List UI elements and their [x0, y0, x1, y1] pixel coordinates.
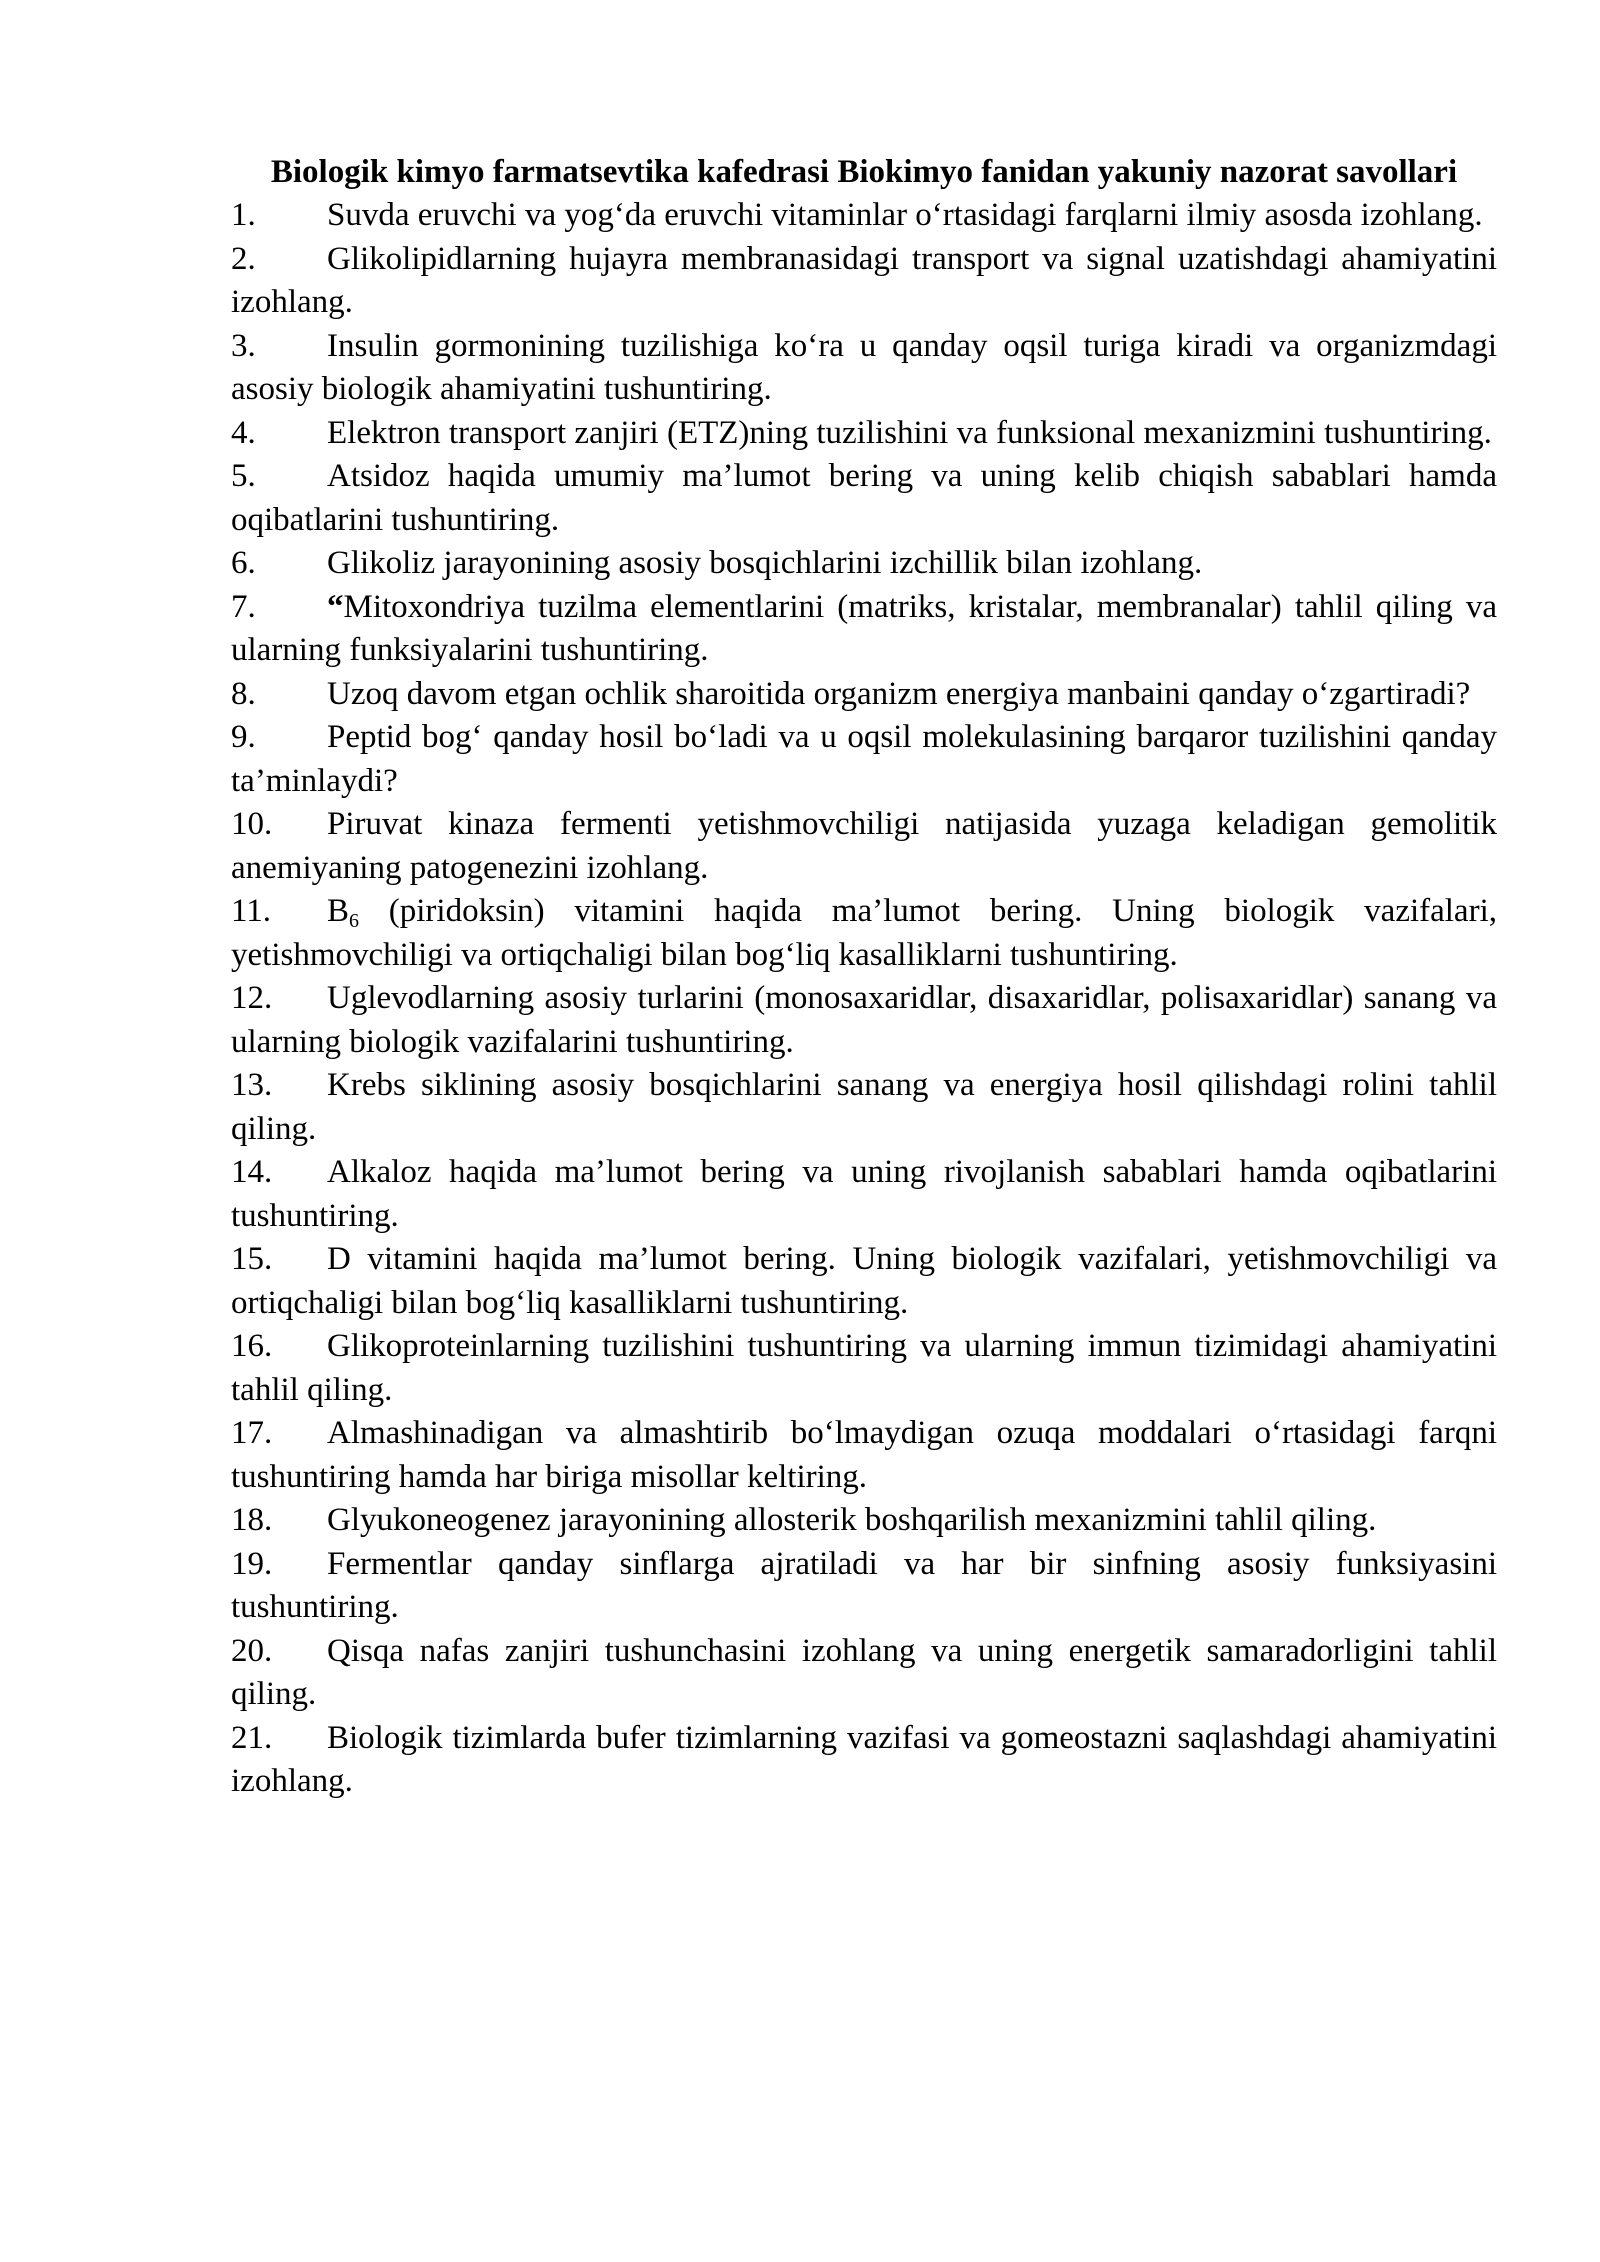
question-text: Krebs siklining asosiy bosqichlarini sanang va energiya hosil qilishdagi rolini tahlil qiling.: [231, 1067, 1497, 1147]
question-number: 1.: [231, 197, 256, 233]
question-item: [231, 673, 1497, 717]
question-text: Qisqa nafas zanjiri tushunchasini izohlang va uning energetik samaradorligini tahlil qiling.: [231, 1632, 1497, 1712]
question-text: Elektron transport zanjiri (ETZ)ning tuzilishini va funksional mexanizmini tushuntiring.: [327, 414, 1492, 451]
question-text: Glyukoneogenez jarayonining allosterik boshqarilish mexanizmini tahlil qiling.: [327, 1502, 1377, 1538]
question-number: 15.: [231, 1241, 273, 1277]
question-number: 18.: [231, 1502, 273, 1538]
question-number: 20.: [231, 1632, 273, 1669]
question-text: Alkaloz haqida ma’lumot bering va uning rivojlanish sabablari hamda oqibatlarini tushuntiring.: [231, 1154, 1497, 1234]
question-number: 8.: [231, 675, 256, 712]
opening-quote: “: [327, 588, 344, 625]
question-item: [231, 1630, 1497, 1717]
document-page: [231, 150, 1497, 1804]
question-number: 5.: [231, 458, 256, 494]
question-item: [231, 1325, 1497, 1412]
question-number: 10.: [231, 806, 273, 842]
question-item: [231, 1543, 1497, 1630]
question-item: [231, 1412, 1497, 1499]
question-number: 21.: [231, 1719, 273, 1756]
question-item: [231, 1238, 1497, 1325]
question-item: [231, 977, 1497, 1064]
question-text: Insulin gormonining tuzilishiga ko‘ra u qanday oqsil turiga kiradi va organizmdagi asosiy biologik ahamiyatini tushuntiring.: [231, 327, 1497, 407]
document-title: Biologik kimyo farmatsevtika kafedrasi Biokimyo fanidan yakuniy nazorat savollari: [270, 154, 1458, 190]
question-number: 11.: [231, 893, 272, 929]
question-item: [231, 890, 1497, 977]
question-item: [231, 542, 1497, 586]
question-number: 2.: [231, 240, 256, 277]
vitamin-letter: B: [327, 893, 350, 929]
question-number: 4.: [231, 414, 256, 451]
question-item: [231, 586, 1497, 673]
question-number: 3.: [231, 327, 256, 364]
question-number: 13.: [231, 1067, 273, 1103]
question-item: [231, 1064, 1497, 1151]
question-number: 17.: [231, 1415, 273, 1451]
question-item: [231, 455, 1497, 542]
question-item: [231, 1717, 1497, 1804]
question-item: [231, 803, 1497, 890]
question-text: Uzoq davom etgan ochlik sharoitida organizm energiya manbaini qanday o‘zgartiradi?: [327, 675, 1471, 712]
question-text: Almashinadigan va almashtirib bo‘lmaydigan ozuqa moddalari o‘rtasidagi farqni tushuntiring hamda har biriga misollar keltiring.: [231, 1415, 1497, 1495]
question-text: Glikoproteinlarning tuzilishini tushuntiring va ularning immun tizimidagi ahamiyatini tahlil qiling.: [231, 1328, 1497, 1408]
question-text: Atsidoz haqida umumiy ma’lumot bering va uning kelib chiqish sabablari hamda oqibatlarini tushuntiring.: [231, 458, 1497, 538]
question-item: [231, 194, 1497, 238]
question-list: [231, 194, 1497, 1804]
question-number: 9.: [231, 719, 256, 755]
question-text: Peptid bog‘ qanday hosil bo‘ladi va u oqsil molekulasining barqaror tuzilishini qanday ta’minlaydi?: [231, 719, 1497, 799]
question-item: [231, 716, 1497, 803]
question-number: 6.: [231, 545, 256, 581]
question-text: Uglevodlarning asosiy turlarini (monosaxaridlar, disaxaridlar, polisaxaridlar) sanang va ularning biologik vazifalarini tushuntiring.: [231, 980, 1497, 1060]
question-text: Biologik tizimlarda bufer tizimlarning vazifasi va gomeostazni saqlashdagi ahamiyatini izohlang.: [231, 1719, 1497, 1799]
question-text: (piridoksin) vitamini haqida ma’lumot bering. Uning biologik vazifalari, yetishmovchiligi va ortiqchaligi bilan bog‘liq kasalliklarni tushuntiring.: [231, 893, 1497, 973]
question-number: 7.: [231, 588, 256, 625]
question-text: Piruvat kinaza fermenti yetishmovchiligi natijasida yuzaga keladigan gemolitik anemiyaning patogenezini izohlang.: [231, 806, 1497, 886]
question-text: Glikoliz jarayonining asosiy bosqichlarini izchillik bilan izohlang.: [327, 545, 1203, 581]
question-item: [231, 325, 1497, 412]
question-text: Fermentlar qanday sinflarga ajratiladi va har bir sinfning asosiy funksiyasini tushuntiring.: [231, 1545, 1497, 1625]
question-number: 12.: [231, 980, 273, 1016]
question-text: Mitoxondriya tuzilma elementlarini (matriks, kristalar, membranalar) tahlil qiling va ularning funksiyalarini tushuntiring.: [231, 588, 1497, 668]
question-text: D vitamini haqida ma’lumot bering. Uning biologik vazifalari, yetishmovchiligi va ortiqchaligi bilan bog‘liq kasalliklarni tushuntiring.: [231, 1241, 1497, 1321]
question-item: [231, 238, 1497, 325]
question-text: Glikolipidlarning hujayra membranasidagi transport va signal uzatishdagi ahamiyatini izohlang.: [231, 240, 1497, 320]
vitamin-subscript: 6: [349, 910, 360, 932]
question-item: [231, 412, 1497, 456]
question-number: 16.: [231, 1328, 273, 1364]
question-number: 19.: [231, 1545, 273, 1582]
question-item: [231, 1499, 1497, 1543]
question-number: 14.: [231, 1154, 273, 1190]
question-item: [231, 1151, 1497, 1238]
question-text: Suvda eruvchi va yog‘da eruvchi vitaminlar o‘rtasidagi farqlarni ilmiy asosda izohlang.: [327, 197, 1483, 233]
